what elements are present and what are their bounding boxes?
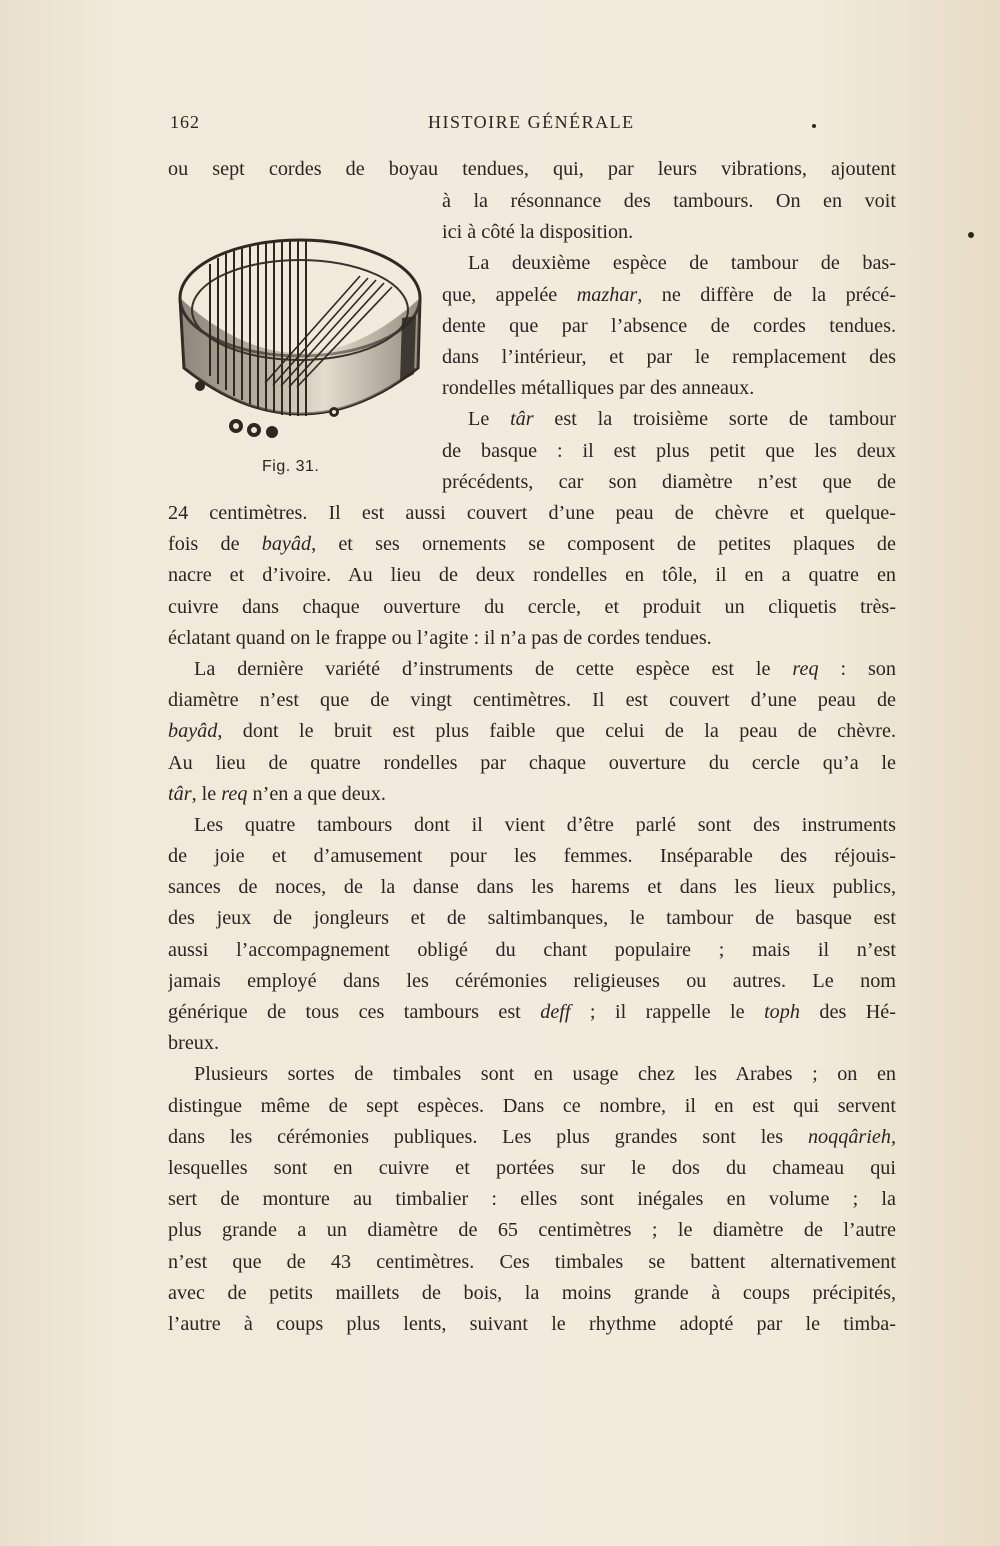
text-line: n’est que de 43 centimètres. Ces timbales se battent alternativement: [168, 1250, 896, 1273]
text-line: précédents, car son diamètre n’est que de: [442, 470, 896, 493]
text-line: 24 centimètres. Il est aussi couvert d’une peau de chèvre et quelque-: [168, 502, 896, 524]
text-line: bayâd, dont le bruit est plus faible que celui de la peau de chèvre.: [168, 720, 896, 743]
text-line: des jeux de jongleurs et de saltimbanques, le tambour de basque est: [168, 907, 896, 930]
text-line: diamètre n’est que de vingt centimètres. Il est couvert d’une peau de: [168, 689, 896, 712]
text-full-block: [168, 498, 896, 1340]
text-line: Les quatre tambours dont il vient d’être parlé sont des instruments: [194, 813, 896, 836]
text-line: La dernière variété d’instruments de cette espèce est le req : son: [194, 657, 896, 680]
figure-31-drum-illustration: [170, 198, 432, 460]
text-line: dente que par l’absence de cordes tendues.: [442, 314, 896, 337]
text-line: sances de noces, de la danse dans les harems et dans les lieux publics,: [168, 876, 896, 899]
text-line: cuivre dans chaque ouverture du cercle, et produit un cliquetis très-: [168, 595, 896, 618]
text-line: générique de tous ces tambours est deff ; il rappelle le toph des Hé-: [168, 1001, 896, 1023]
text-line: aussi l’accompagnement obligé du chant populaire ; mais il n’est: [168, 938, 896, 961]
text-line: de basque : il est plus petit que les deux: [442, 439, 896, 462]
paragraph-first-line: [168, 154, 896, 185]
figure-caption: Fig. 31.: [262, 458, 320, 475]
running-title: HISTOIRE GÉNÉRALE: [428, 112, 635, 132]
text-line: distingue même de sept espèces. Dans ce nombre, il en est qui servent: [168, 1094, 896, 1117]
drum-frame-drawing: [170, 198, 432, 460]
text-line: rondelles métalliques par des anneaux.: [442, 377, 755, 400]
text-line: que, appelée mazhar, ne diffère de la précé-: [442, 283, 896, 306]
text-line: Plusieurs sortes de timbales sont en usage chez les Arabes ; on en: [194, 1063, 896, 1086]
text-line: dans l’intérieur, et par le remplacement des: [442, 345, 896, 368]
text-line: de joie et d’amusement pour les femmes. Inséparable des réjouis-: [168, 845, 896, 868]
text-line: breux.: [168, 1032, 220, 1055]
text-line: avec de petits maillets de bois, la moins grande à coups précipités,: [168, 1281, 896, 1304]
text-line: éclatant quand on le frappe ou l’agite : il n’a pas de cordes tendues.: [168, 626, 712, 649]
text-line: fois de bayâd, et ses ornements se composent de petites plaques de: [168, 533, 896, 556]
ink-speck: [968, 232, 974, 238]
text-line: târ, le req n’en a que deux.: [168, 782, 386, 805]
text-line: jamais employé dans les cérémonies religieuses ou autres. Le nom: [168, 969, 896, 992]
text-line: La deuxième espèce de tambour de bas-: [468, 252, 896, 275]
text-line: ici à côté la disposition.: [442, 221, 634, 244]
text-line: Le târ est la troisième sorte de tambour: [468, 408, 896, 431]
text-line: dans les cérémonies publiques. Les plus grandes sont les noqqârieh,: [168, 1125, 896, 1148]
text-line: ou sept cordes de boyau tendues, qui, par leurs vibrations, ajoutent: [168, 158, 896, 180]
text-line: Au lieu de quatre rondelles par chaque ouverture du cercle qu’a le: [168, 751, 896, 774]
page-header: [170, 112, 895, 142]
text-wrap-block: [442, 186, 896, 498]
text-line: nacre et d’ivoire. Au lieu de deux rondelles en tôle, il en a quatre en: [168, 564, 896, 587]
text-line: sert de monture au timbalier : elles sont inégales en volume ; la: [168, 1188, 896, 1211]
text-line: lesquelles sont en cuivre et portées sur le dos du chameau qui: [168, 1156, 896, 1179]
text-line: à la résonnance des tambours. On en voit: [442, 190, 896, 212]
ink-speck: [812, 124, 816, 128]
text-line: plus grande a un diamètre de 65 centimètres ; le diamètre de l’autre: [168, 1219, 896, 1242]
text-line: l’autre à coups plus lents, suivant le rhythme adopté par le timba-: [168, 1312, 896, 1335]
page-number: 162: [170, 112, 200, 132]
